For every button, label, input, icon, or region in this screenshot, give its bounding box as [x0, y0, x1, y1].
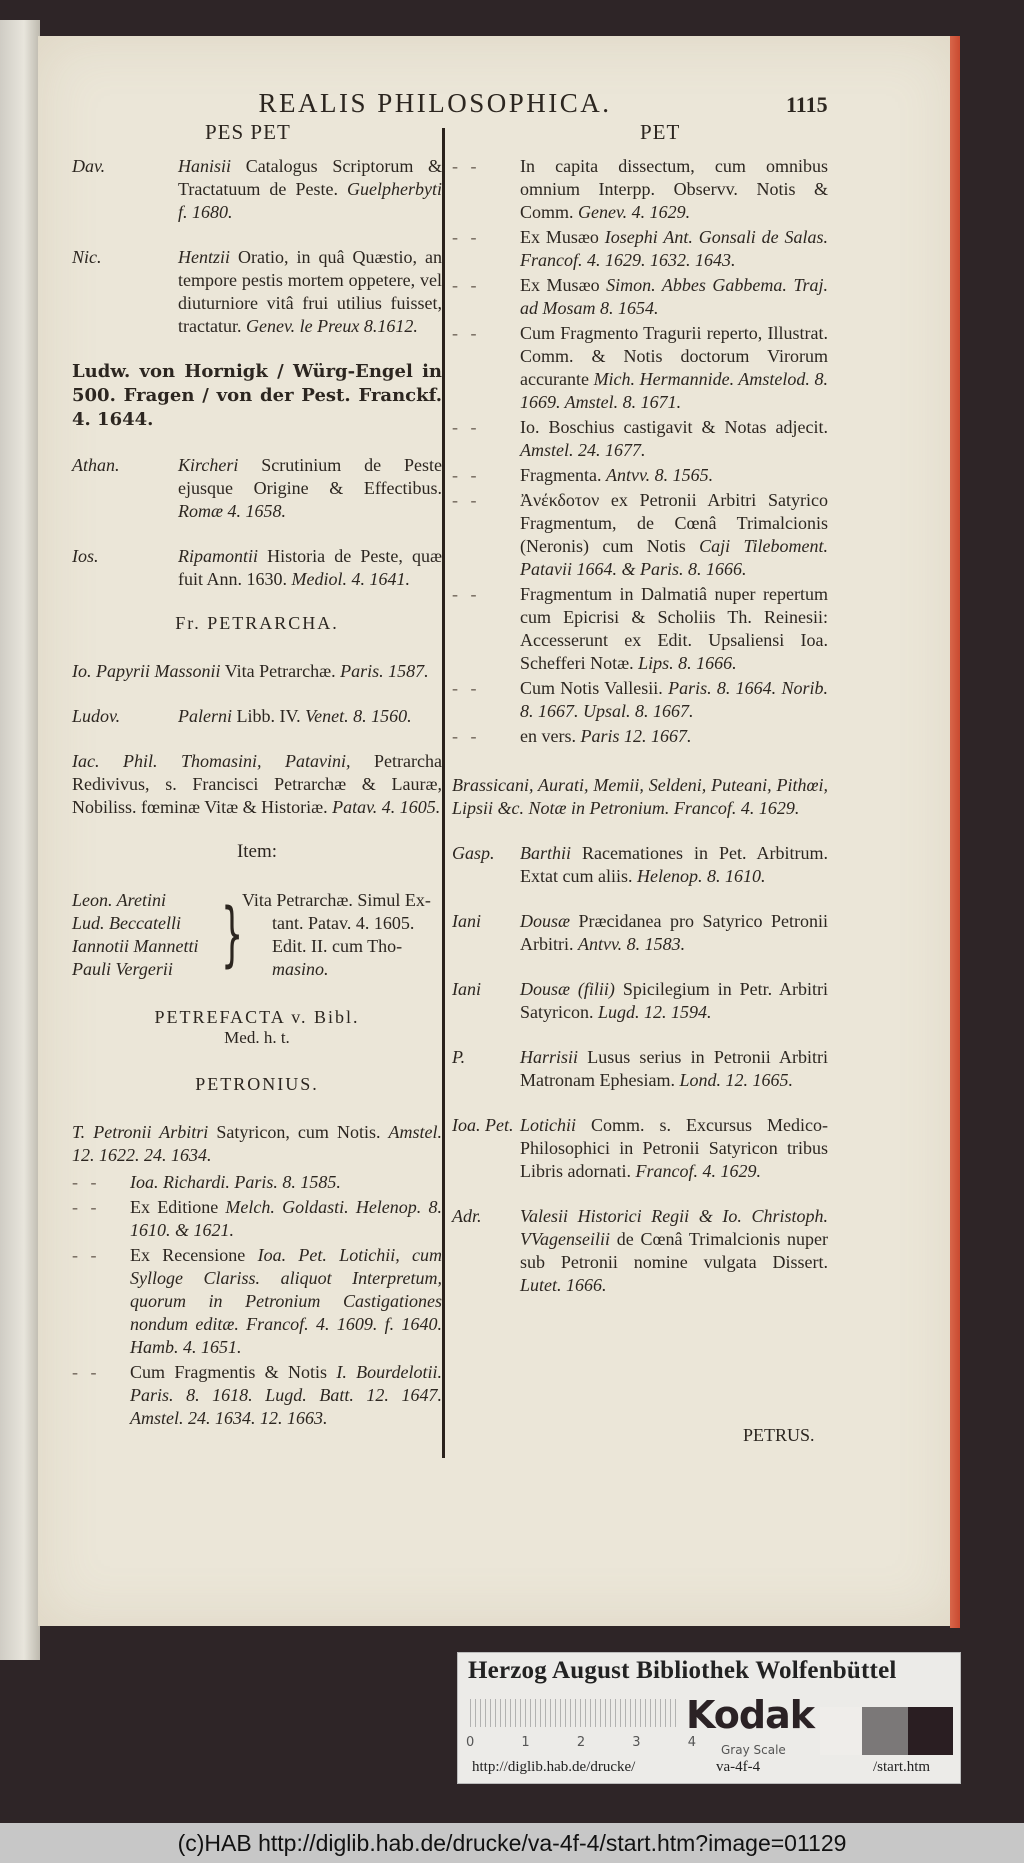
ditto-dash: - -: [452, 490, 481, 510]
red-page-edge: [950, 36, 960, 1628]
entry: Ioa. Pet. Lotichii Comm. s. Excursus Medico-Philosophici in Petronii Satyricon tribus Libris adornati. Francof. 4. 1629.: [452, 1115, 828, 1181]
section-heading-petrefacta: PETREFACTA v. Bibl.: [154, 1007, 360, 1027]
entry-label: Ios.: [72, 546, 99, 566]
entry-label: Nic.: [72, 247, 102, 267]
page-number: 1115: [786, 92, 828, 117]
swatch-white: [820, 1707, 862, 1755]
ditto-dash: - -: [452, 465, 481, 485]
entry: Dav. Hanisii Catalogus Scriptorum & Tractatuum de Peste. Guelpherbyti f. 1680.: [72, 156, 443, 222]
color-reference-card: [457, 1652, 961, 1784]
brace-author-list: Leon. Aretini Lud. Beccatelli Iannotii Mannetti Pauli Vergerii: [72, 890, 199, 979]
item-heading: Item:: [236, 841, 278, 862]
entry-label: Gasp.: [452, 843, 495, 863]
entry-label: P.: [452, 1047, 466, 1067]
ditto-dash: - -: [452, 584, 481, 604]
entry: Athan. Kircheri Scrutinium de Peste ejusque Origine & Effectibus. Romæ 4. 1658.: [72, 455, 443, 521]
ditto-dash: - -: [452, 726, 481, 746]
sub-entry: - - Fragmenta. Antvv. 8. 1565.: [452, 465, 714, 485]
sub-entry: - - In capita dissectum, cum omnibus omnium Interpp. Observv. Notis & Comm. Genev. 4. 1629.: [452, 156, 828, 222]
catchword: PETRUS.: [743, 1425, 815, 1445]
ditto-dash: - -: [72, 1197, 101, 1217]
fraktur-entry: Ludw. von Hornigk / Würg-Engel in 500. Fragen / von der Pest. Franckf. 4. 1644.: [72, 361, 442, 430]
sub-entry: - - en vers. Paris 12. 1667.: [452, 726, 692, 746]
entry: Brassicani, Aurati, Memii, Seldeni, Puteani, Pithœi, Lipsii &c. Notæ in Petronium. Francof. 4. 1629.: [452, 775, 828, 818]
ditto-dash: - -: [452, 323, 481, 343]
entry-label: Iani: [452, 979, 481, 999]
entry-label: Iani: [452, 911, 481, 931]
left-column: [72, 155, 442, 1432]
swatch-gray: [862, 1707, 908, 1755]
sub-entry: - - Io. Boschius castigavit & Notas adjecit. Amstel. 24. 1677.: [452, 417, 828, 460]
ditto-dash: - -: [452, 275, 481, 295]
gray-swatches: [820, 1707, 953, 1755]
entry-label: Ludov.: [72, 706, 121, 726]
sub-entry: - - Cum Fragmento Tragurii reperto, Illustrat. Comm. & Notis doctorum Virorum accurante Mich. Hermannide. Amstelod. 8. 1669. Amstel. 8. 1671.: [452, 323, 828, 412]
entry: Ios. Ripamontii Historia de Peste, quæ fuit Ann. 1630. Mediol. 4. 1641.: [72, 546, 443, 589]
ditto-dash: - -: [452, 227, 481, 247]
sub-entry: - - Ex Recensione Ioa. Pet. Lotichii, cum Sylloge Clariss. aliquot Interpretum, quorum in Petronium Castigationes nondum editæ. Francof. 4. 1609. f. 1640. Hamb. 4. 1651.: [72, 1245, 442, 1357]
sub-entry: - - Ex Musæo Simon. Abbes Gabbema. Traj. ad Mosam 8. 1654.: [452, 275, 828, 318]
sub-entry: - - Fragmentum in Dalmatiâ nuper repertum cum Epicrisi & Scholiis Th. Reinesii: Accesserunt ex Edit. Upsaliensi Ioa. Schefferi Notæ. Lips. 8. 1666.: [452, 584, 828, 673]
right-column: [452, 155, 828, 1319]
ditto-dash: - -: [72, 1362, 101, 1382]
library-name: Herzog August Bibliothek Wolfenbüttel: [468, 1657, 897, 1684]
section-heading-petrefacta-ref: Med. h. t.: [224, 1028, 290, 1047]
shelfmark: va-4f-4: [716, 1759, 761, 1775]
brace-entry: [72, 889, 442, 981]
running-head: REALIS PHILOSOPHICA.: [258, 88, 612, 118]
ruler-scale: [470, 1699, 680, 1727]
swatch-black: [908, 1707, 953, 1755]
right-column-head: PET: [640, 120, 681, 144]
entry: Iani Dousæ (filii) Spicilegium in Petr. Arbitri Satyricon. Lugd. 12. 1594.: [452, 979, 828, 1022]
column-rule: [442, 128, 445, 1458]
kodak-logo: Kodak: [686, 1693, 814, 1737]
entry: Ludov. Palerni Libb. IV. Venet. 8. 1560.: [72, 706, 412, 726]
copyright-footer: (c)HAB http://diglib.hab.de/drucke/va-4f-4/start.htm?image=01129: [0, 1823, 1024, 1863]
ditto-dash: - -: [72, 1172, 101, 1192]
brace-icon: }: [221, 893, 244, 975]
entry-label: Dav.: [72, 156, 106, 176]
entry: Nic. Hentzii Oratio, in quâ Quæstio, an tempore pestis mortem oppetere, vel diuturniore vitâ frui utilius fuisset, tractatur. Genev. le Preux 8.1612.: [72, 247, 443, 336]
ditto-dash: - -: [452, 156, 481, 176]
sub-entry: - - Cum Notis Vallesii. Paris. 8. 1664. Norib. 8. 1667. Upsal. 8. 1667.: [452, 678, 828, 721]
section-heading-petronius: PETRONIUS.: [195, 1074, 319, 1094]
entry-label: Ioa. Pet.: [452, 1115, 514, 1135]
ditto-dash: - -: [452, 678, 481, 698]
sub-entry: - - Ex Musæo Iosephi Ant. Gonsali de Salas. Francof. 4. 1629. 1632. 1643.: [452, 227, 828, 270]
entry: Iani Dousæ Præcidanea pro Satyrico Petronii Arbitri. Antvv. 8. 1583.: [452, 911, 828, 954]
sub-entry: - - Ex Editione Melch. Goldasti. Helenop. 8. 1610. & 1621.: [72, 1197, 443, 1240]
section-heading-petrarcha: Fr. PETRARCHA.: [175, 613, 339, 633]
ruler-numbers: 0 1 2 3 4: [466, 1735, 696, 1750]
card-url: http://diglib.hab.de/drucke/: [472, 1759, 636, 1775]
adjacent-page-edge: [0, 20, 40, 1660]
entry: Io. Papyrii Massonii Vita Petrarchæ. Paris. 1587.: [72, 661, 429, 681]
ditto-dash: - -: [72, 1245, 101, 1265]
entry: Adr. Valesii Historici Regii & Io. Christoph. VVagenseilii de Cœnâ Trimalcionis nuper sub Petronii nomine vulgata Dissert. Lutet. 1666.: [452, 1206, 828, 1295]
entry: Iac. Phil. Thomasini, Patavini, Petrarcha Redivivus, s. Francisci Petrarchæ & Lauræ, Nobiliss. fœminæ Vitæ & Historiæ. Patav. 4. 1605.: [72, 751, 443, 817]
gray-scale-label: Gray Scale: [721, 1743, 786, 1757]
ditto-dash: - -: [452, 417, 481, 437]
entry-label: Adr.: [452, 1206, 482, 1226]
entry: P. Harrisii Lusus serius in Petronii Arbitri Matronam Ephesiam. Lond. 12. 1665.: [452, 1047, 829, 1090]
entry: T. Petronii Arbitri Satyricon, cum Notis. Amstel. 12. 1622. 24. 1634.: [72, 1122, 443, 1165]
entry-label: Athan.: [72, 455, 120, 475]
card-start-path: /start.htm: [873, 1759, 931, 1775]
entry: Gasp. Barthii Racemationes in Pet. Arbitrum. Extat cum aliis. Helenop. 8. 1610.: [452, 843, 829, 886]
sub-entry: - - Ἀνέκδοτον ex Petronii Arbitri Satyrico Fragmentum, de Cœnâ Trimalcionis (Neronis) cum Notis Caji Tileboment. Patavii 1664. & Paris. 8. 1666.: [452, 490, 828, 579]
sub-entry: - - Ioa. Richardi. Paris. 8. 1585.: [72, 1172, 341, 1192]
sub-entry: - - Cum Fragmentis & Notis I. Bourdelotii. Paris. 8. 1618. Lugd. Batt. 12. 1647. Amstel. 24. 1634. 12. 1663.: [72, 1362, 442, 1428]
left-column-head: PES PET: [205, 120, 291, 144]
brace-text: Vita Petrarchæ. Simul Ex- tant. Patav. 4. 1605. Edit. II. cum Tho- masino.: [242, 890, 431, 979]
